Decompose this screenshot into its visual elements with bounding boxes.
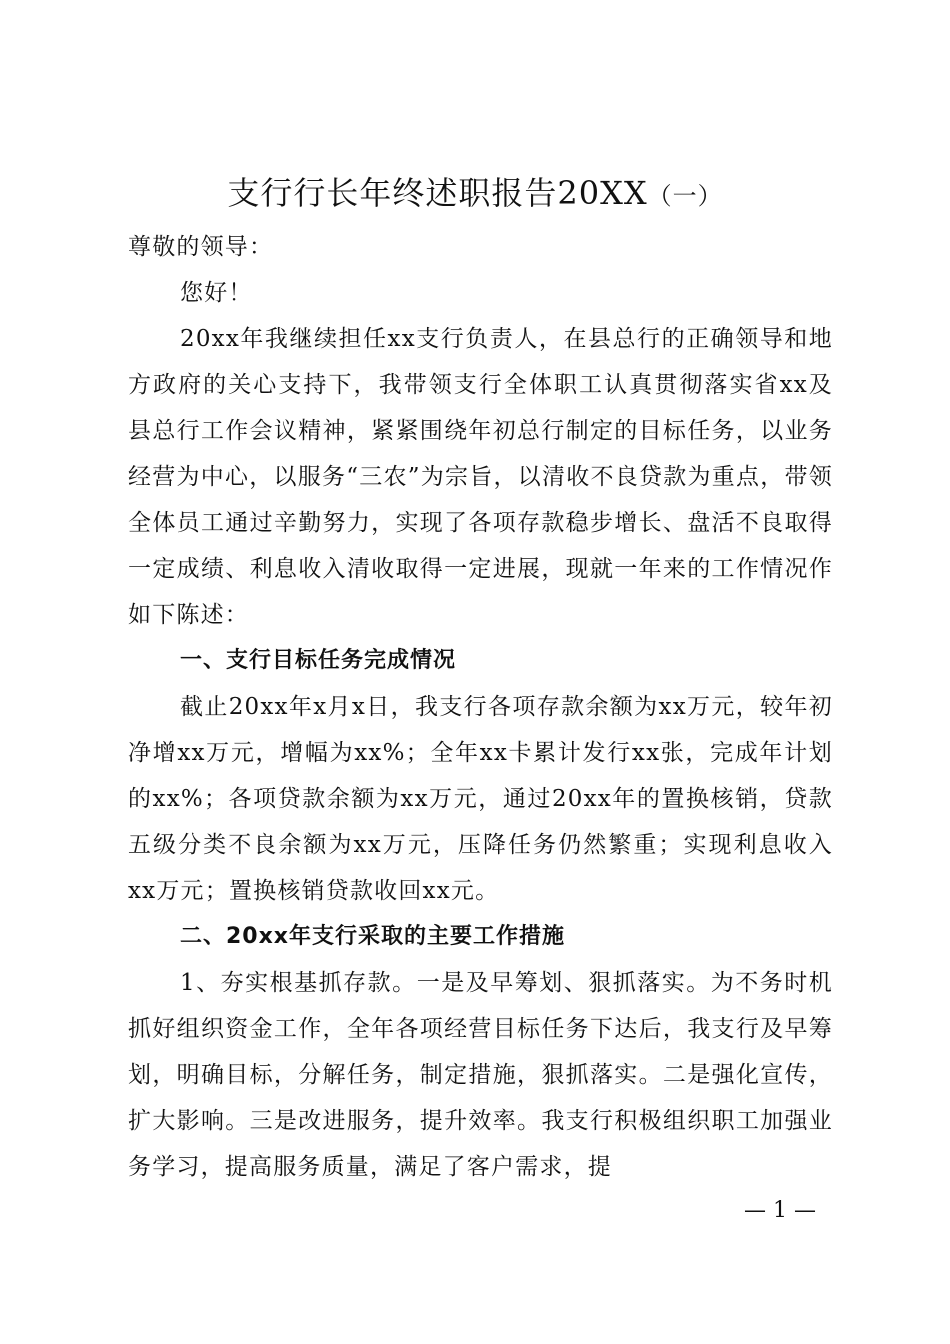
section-paragraph-1: 截止20xx年x月x日，我支行各项存款余额为xx万元，较年初净增xx万元，增幅为xx%；全年xx卡累计发行xx张，完成年计划的xx%；各项贷款余额为xx万元，通过20xx年的置换核销，贷款五级分类不良余额为xx万元，压降任务仍然繁重；实现利息收入xx万元；置换核销贷款收回xx元。: [128, 694, 833, 904]
document-title-text: 支行行长年终述职报告20XX: [227, 174, 648, 212]
section-paragraph-2: 1、夯实根基抓存款。一是及早筹划、狠抓落实。为不务时机抓好组织资金工作，全年各项经营目标任务下达后，我支行及早筹划，明确目标，分解任务，制定措施，狠抓落实。二是强化宣传，扩大影响。三是改进服务，提升效率。我支行积极组织职工加强业务学习，提高服务质量，满足了客户需求，提: [128, 970, 833, 1180]
page-number: — 1 —: [744, 1198, 816, 1223]
document-title-suffix: （一）: [647, 182, 723, 210]
intro-paragraph: 20xx年我继续担任xx支行负责人，在县总行的正确领导和地方政府的关心支持下，我带领支行全体职工认真贯彻落实省xx及县总行工作会议精神，紧紧围绕年初总行制定的目标任务，以业务经营为中心，以服务“三农”为宗旨，以清收不良贷款为重点，带领全体员工通过辛勤努力，实现了各项存款稳步增长、盘活不良取得一定成绩、利息收入清收取得一定进展，现就一年来的工作情况作如下陈述：: [128, 326, 833, 628]
salutation: 尊敬的领导：: [128, 234, 274, 260]
section-heading-1: 一、支行目标任务完成情况: [180, 648, 457, 673]
document-body: [128, 224, 833, 1190]
document-title: [0, 168, 950, 221]
greeting: 您好！: [180, 280, 253, 306]
section-heading-2: 二、20xx年支行采取的主要工作措施: [180, 924, 565, 949]
